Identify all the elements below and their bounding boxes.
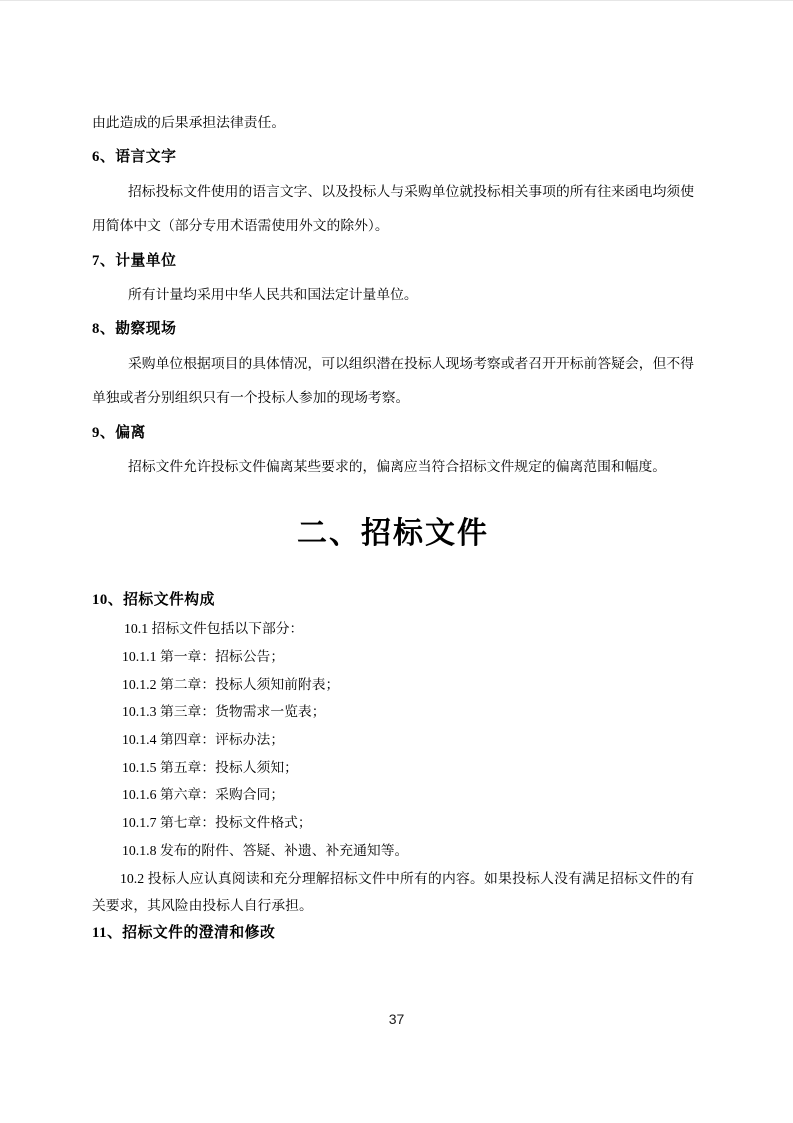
list-item-10-1-3: 10.1.3 第三章：货物需求一览表； — [122, 704, 326, 720]
section-11-heading: 11、招标文件的澄清和修改 — [92, 924, 276, 941]
page-number: 37 — [388, 1011, 405, 1027]
section-9-heading: 9、偏离 — [92, 424, 146, 441]
section-6-heading: 6、语言文字 — [92, 149, 177, 166]
list-item-10-1-5: 10.1.5 第五章：投标人须知； — [122, 759, 298, 775]
chapter-title: 二、招标文件 — [297, 517, 489, 551]
section-6-body: 招标投标文件使用的语言文字、以及投标人与采购单位就投标相关事项的所有往来函电均须使用简体中文（部分专用术语需使用外文的除外）。 — [92, 183, 694, 234]
tender-document-block — [92, 587, 694, 947]
clause-10-1-intro: 10.1 招标文件包括以下部分： — [124, 621, 304, 637]
list-item-10-1-8: 10.1.8 发布的附件、答疑、补遗、补充通知等。 — [122, 842, 409, 858]
section-7-heading: 7、计量单位 — [92, 252, 177, 269]
list-item-10-1-7: 10.1.7 第七章：投标文件格式； — [122, 815, 312, 831]
list-item-10-1-1: 10.1.1 第一章：招标公告； — [122, 648, 285, 664]
list-item-10-1-4: 10.1.4 第四章：评标办法； — [122, 731, 285, 747]
section-10-heading: 10、招标文件构成 — [92, 592, 215, 609]
section-7-body: 所有计量均采用中华人民共和国法定计量单位。 — [128, 287, 418, 303]
clause-10-2-paragraph: 10.2 投标人应认真阅读和充分理解招标文件中所有的内容。如果投标人没有满足招标文件的有关要求，其风险由投标人自行承担。 — [92, 870, 694, 914]
list-item-10-1-2: 10.1.2 第二章：投标人须知前附表； — [122, 676, 340, 692]
section-8-heading: 8、勘察现场 — [92, 321, 177, 338]
general-clauses-block — [92, 106, 694, 484]
paragraph-continuation: 由此造成的后果承担法律责任。 — [92, 115, 286, 130]
section-9-body: 招标文件允许投标文件偏离某些要求的，偏离应当符合招标文件规定的偏离范围和幅度。 — [128, 459, 667, 475]
page-content — [92, 106, 694, 948]
section-8-body: 采购单位根据项目的具体情况，可以组织潜在投标人现场考察或者召开开标前答疑会，但不得单独或者分别组织只有一个投标人参加的现场考察。 — [92, 355, 694, 406]
list-item-10-1-6: 10.1.6 第六章：采购合同； — [122, 787, 285, 803]
